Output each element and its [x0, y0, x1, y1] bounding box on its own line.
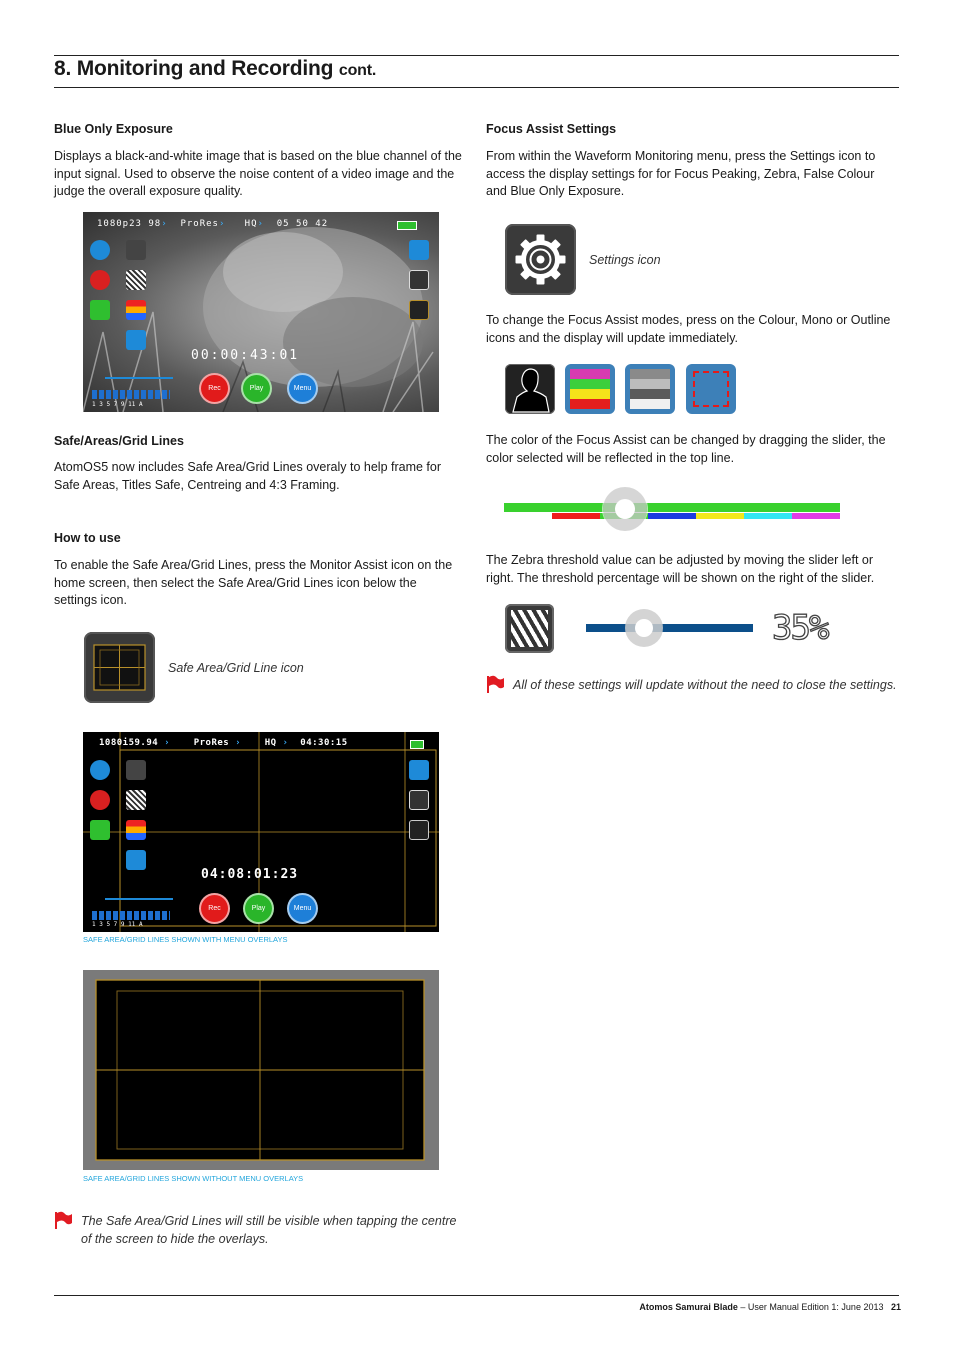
settings-icon[interactable]	[409, 270, 429, 290]
remaining-readout: 04:30:15	[300, 738, 348, 748]
zebra-slider-knob[interactable]	[625, 609, 663, 647]
right-note: All of these settings will update without the need to close the settings.	[513, 678, 897, 692]
format-readout: 1080p23 98	[97, 219, 162, 229]
colour-mode-icon[interactable]	[565, 364, 615, 414]
codec-readout: ProRes	[193, 738, 230, 748]
timecode: 04:08:01:23	[201, 867, 299, 882]
timecode: 00:00:43:01	[191, 348, 300, 363]
false-colour-icon[interactable]	[126, 300, 146, 320]
crosshair-icon[interactable]	[90, 790, 110, 810]
home-icon[interactable]	[409, 240, 429, 260]
status-bar: 1080i59.94 › ProRes › HQ › 04:30:15	[99, 738, 348, 748]
peaking-icon[interactable]	[126, 760, 146, 780]
format-readout: 1080i59.94	[99, 738, 159, 748]
color-swatch[interactable]	[552, 513, 600, 519]
quality-readout: HQ	[244, 219, 258, 229]
footer-edition: – User Manual Edition 1: June 2013	[737, 1302, 884, 1312]
zebra-icon[interactable]	[126, 270, 146, 290]
modes-text: To change the Focus Assist modes, press on the Colour, Mono or Outline icons and the display will update immediately.	[486, 313, 891, 345]
battery-icon	[397, 221, 417, 230]
audio-meters	[92, 390, 170, 399]
zebra-threshold-slider[interactable]	[586, 608, 753, 648]
left-note: The Safe Area/Grid Lines will still be visible when tapping the centre of the screen to hide the overlays.	[81, 1214, 457, 1246]
footer-text	[639, 1302, 901, 1312]
zebra-mode-icon[interactable]	[505, 604, 554, 653]
blue-only-screenshot	[83, 212, 439, 412]
safe-area-grid-line-icon	[84, 632, 155, 703]
blue-only-text: Displays a black-and-white image that is based on the blue channel of the input signal. Used to observe the noise content of a video image and the judge the overall exposure quality.	[54, 149, 462, 199]
zebra-icon[interactable]	[126, 790, 146, 810]
flag-icon[interactable]	[90, 820, 110, 840]
grid-lines-icon[interactable]	[409, 300, 429, 320]
safe-area-icon-label: Safe Area/Grid Line icon	[168, 661, 304, 675]
crosshair-icon[interactable]	[90, 270, 110, 290]
meter-ticks: 1 3 5 7 9 11 A	[92, 921, 143, 928]
caption-with-overlays: SAFE AREA/GRID LINES SHOWN WITH MENU OVERLAYS	[83, 935, 288, 944]
footer-rule	[54, 1295, 899, 1296]
focus-assist-icon[interactable]	[90, 240, 110, 260]
zebra-text: The Zebra threshold value can be adjusted by moving the slider left or right. The threshold percentage will be shown on the right of the slider.	[486, 553, 875, 585]
focus-assist-icon[interactable]	[90, 760, 110, 780]
settings-gear-icon	[505, 224, 576, 295]
play-button[interactable]: Play	[241, 373, 272, 404]
footer-brand: Atomos Samurai Blade	[639, 1302, 738, 1312]
focus-color-slider[interactable]	[504, 486, 840, 532]
color-swatch[interactable]	[696, 513, 744, 519]
page-title: 8. Monitoring and Recording cont.	[54, 57, 377, 80]
color-swatch[interactable]	[648, 513, 696, 519]
play-button[interactable]: Play	[243, 893, 274, 924]
blue-only-icon[interactable]	[126, 850, 146, 870]
menu-button[interactable]: Menu	[287, 893, 318, 924]
color-swatch[interactable]	[792, 513, 840, 519]
grid-overlay	[83, 970, 439, 1170]
flag-icon	[54, 1210, 74, 1230]
peaking-icon[interactable]	[126, 240, 146, 260]
settings-icon-label: Settings icon	[589, 253, 661, 267]
zebra-value-display: 35%	[772, 608, 828, 648]
volume-slider[interactable]	[105, 377, 173, 379]
safe-areas-text: AtomOS5 now includes Safe Area/Grid Lines overaly to help frame for Safe Areas, Titles Safe, Centreing and 4:3 Framing.	[54, 460, 441, 492]
rec-button[interactable]: Rec	[199, 373, 230, 404]
color-slider-knob[interactable]	[603, 487, 647, 531]
status-bar: 1080p23 98› ProRes› HQ› 05 50 42	[97, 219, 329, 229]
remaining-readout: 05 50 42	[276, 219, 329, 229]
flag-icon	[486, 674, 506, 694]
color-swatch-row	[552, 513, 840, 519]
peaking-mode-icon[interactable]	[505, 364, 555, 414]
page-number: 21	[890, 1302, 901, 1312]
header-bottom-rule	[54, 87, 899, 88]
outline-mode-icon[interactable]	[686, 364, 736, 414]
menu-button[interactable]: Menu	[287, 373, 318, 404]
how-to-use-heading: How to use	[54, 531, 121, 545]
zebra-track	[586, 624, 753, 632]
battery-icon	[410, 740, 424, 749]
caption-without-overlays: SAFE AREA/GRID LINES SHOWN WITHOUT MENU OVERLAYS	[83, 1174, 304, 1183]
quality-readout: HQ	[264, 738, 277, 748]
focus-settings-heading: Focus Assist Settings	[486, 122, 617, 136]
focus-settings-text: From within the Waveform Monitoring menu, press the Settings icon to access the display settings for for Focus Peaking, Zebra, False Colour and Blue Only Exposure.	[486, 149, 876, 199]
mono-mode-icon[interactable]	[625, 364, 675, 414]
safe-area-without-overlays-screenshot	[83, 970, 439, 1170]
meter-ticks: 1 3 5 7 9 11 A	[92, 401, 143, 408]
selected-color-line	[504, 503, 840, 512]
false-colour-icon[interactable]	[126, 820, 146, 840]
color-swatch[interactable]	[744, 513, 792, 519]
safe-area-with-overlays-screenshot	[83, 732, 439, 932]
blue-only-icon[interactable]	[126, 330, 146, 350]
grid-lines-icon[interactable]	[409, 820, 429, 840]
home-icon[interactable]	[409, 760, 429, 780]
how-to-use-text: To enable the Safe Area/Grid Lines, press the Monitor Assist icon on the home screen, then select the Safe Area/Grid Lines icon below the settings icon.	[54, 558, 453, 608]
codec-readout: ProRes	[180, 219, 219, 229]
color-text: The color of the Focus Assist can be changed by dragging the slider, the color selected will be reflected in the top line.	[486, 433, 886, 465]
safe-areas-heading: Safe/Areas/Grid Lines	[54, 434, 184, 448]
blue-only-heading: Blue Only Exposure	[54, 122, 173, 136]
settings-icon[interactable]	[409, 790, 429, 810]
header-top-rule	[54, 55, 899, 56]
volume-slider[interactable]	[105, 898, 173, 900]
flag-icon[interactable]	[90, 300, 110, 320]
rec-button[interactable]: Rec	[199, 893, 230, 924]
audio-meters	[92, 911, 170, 920]
